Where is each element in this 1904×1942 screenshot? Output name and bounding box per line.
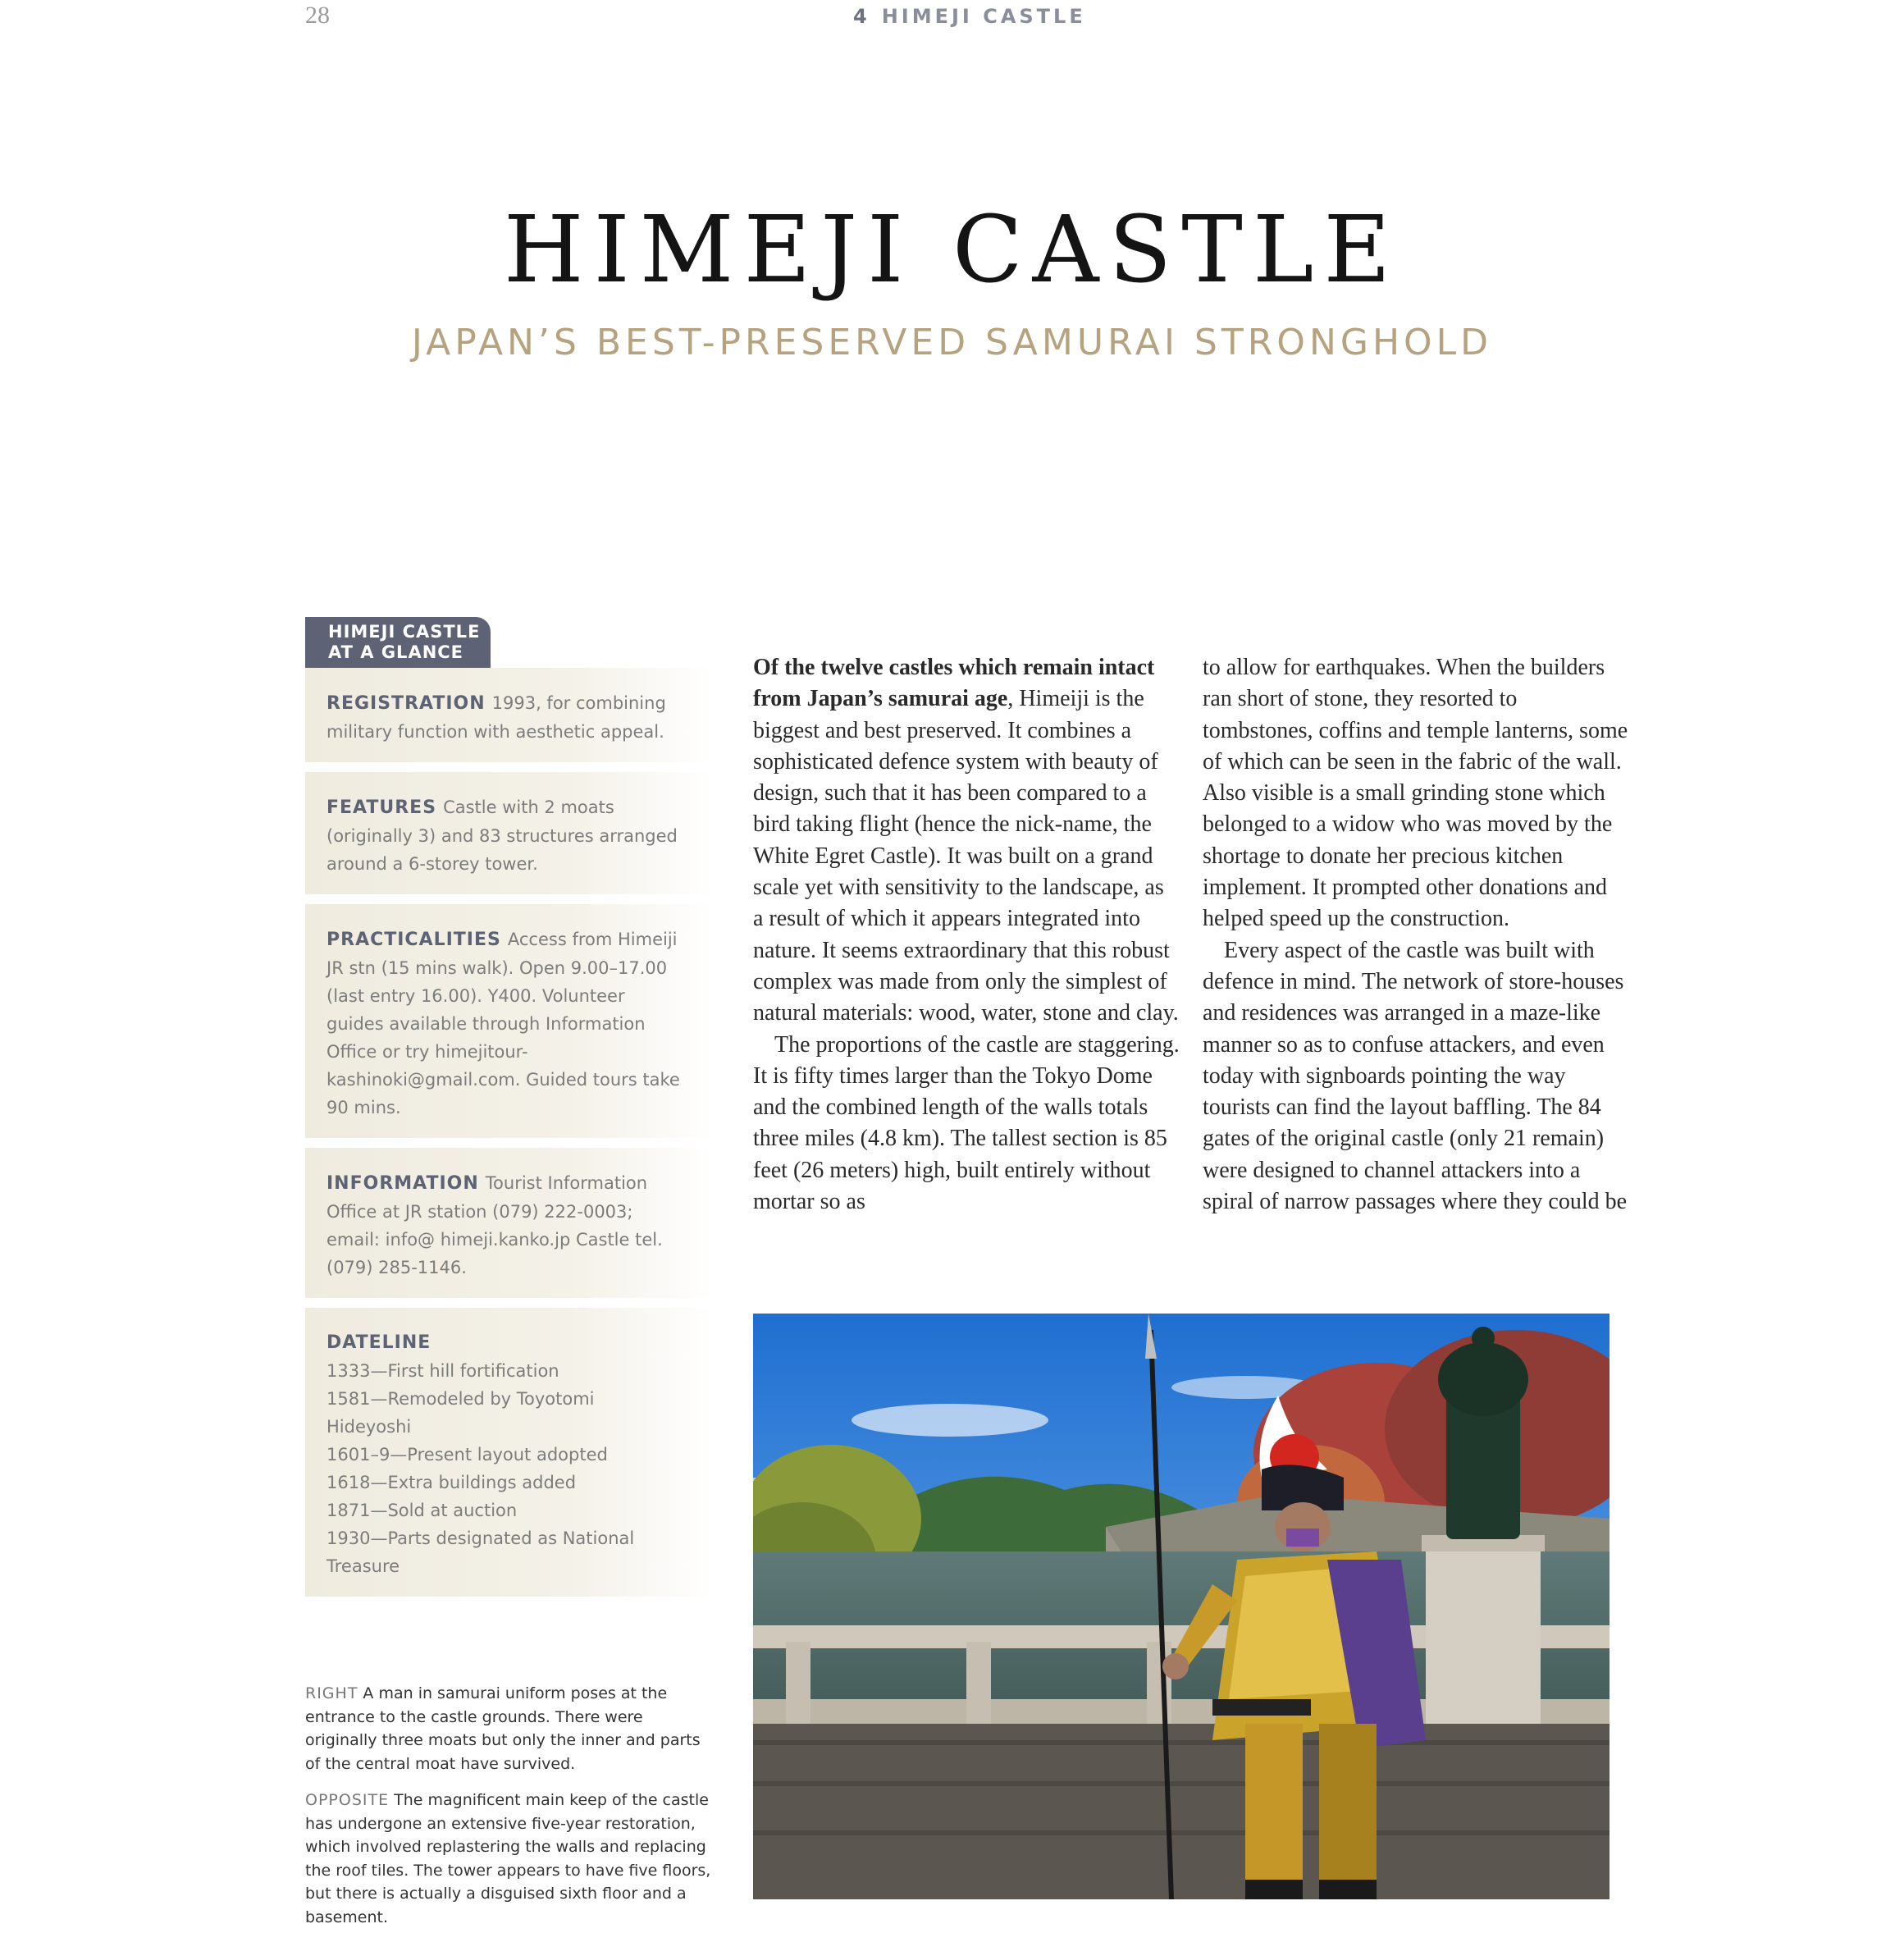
body-column-2 [1203, 652, 1629, 1218]
information-block [305, 1148, 714, 1298]
glance-tab-line1: HIMEJI CASTLE [328, 622, 481, 642]
lead-in: Of the twelve castles which remain intact from Japan’s samurai age [753, 655, 1155, 712]
body-paragraph: The proportions of the castle are staggering. It is fifty times larger than the Tokyo Dome and the combined length of the walls totals three miles (4.8 km). The tallest section is 85 feet (26 meters) high, built entirely without mortar so as [753, 1031, 1180, 1215]
dateline-item: 1930—Parts designated as National Treasure [326, 1528, 635, 1576]
captions [305, 1682, 715, 1942]
caption-text: A man in samurai uniform poses at the entrance to the castle grounds. There were originally three moats but only the inner and parts of the central moat have survived. [305, 1684, 701, 1773]
glance-tab [305, 617, 491, 668]
registration-block [305, 668, 714, 762]
paragraph-text: , Himeiji is the biggest and best preserved. It combines a sophisticated defence system with beauty of design, such that it has been compared to a bird taking flight (hence the nick-name, the White Egret Castle). It was built on a grand scale yet with sensitivity to the landscape, as a result of which it appears integrated into nature. It seems extraordinary that this robust complex was made from only the simplest of natural materials: wood, water, stone and clay. [753, 686, 1179, 1026]
body-paragraph: Every aspect of the castle was built with defence in mind. The network of store-houses and residences was arranged in a maze-like manner so as to confuse attackers, and even today with signboards pointing the way tourists can find the layout baffling. The 84 gates of the original castle (only 21 remain) were designed to channel attackers into a spiral of narrow passages where they could be [1203, 937, 1628, 1215]
features-block [305, 772, 714, 894]
dateline-item: 1871—Sold at auction [326, 1501, 518, 1520]
information-label: INFORMATION [326, 1173, 479, 1194]
caption-text: The magnificent main keep of the castle has undergone an extensive five-year restoration, which involved replastering the walls and replacing the roof tiles. The tower appears to have five floors, but there is actually a disguised sixth floor and a basement. [305, 1791, 711, 1926]
body-column-1 [753, 652, 1180, 1218]
practicalities-block [305, 904, 714, 1138]
dateline-label: DATELINE [326, 1332, 431, 1353]
page-number: 28 [305, 2, 330, 29]
dateline-item: 1581—Remodeled by Toyotomi Hideyoshi [326, 1389, 595, 1437]
page-subtitle: JAPAN’S BEST-PRESERVED SAMURAI STRONGHOLD [411, 322, 1493, 363]
glance-panel [305, 668, 714, 1606]
caption-right [305, 1682, 715, 1775]
dateline-item: 1333—First hill fortification [326, 1361, 559, 1381]
body-paragraph: to allow for earthquakes. When the builders ran short of stone, they resorted to tombstones, coffins and temple lanterns, some of which can be seen in the fabric of the wall. Also visible is a small grinding stone which belonged to a widow who was moved by the shortage to donate her precious kitchen implement. It prompted other donations and helped speed up the construction. [1203, 655, 1628, 932]
caption-tag: OPPOSITE [305, 1791, 390, 1809]
caption-opposite [305, 1789, 715, 1929]
chapter-title: HIMEJI CASTLE [881, 5, 1086, 28]
glance-tab-line2: AT A GLANCE [328, 642, 464, 662]
features-text: Castle with 2 moats (originally 3) and 83 structures arranged around a 6-storey tower. [326, 797, 678, 874]
photo-illustration [753, 1314, 1609, 1899]
dateline-item: 1601–9—Present layout adopted [326, 1445, 608, 1464]
dateline-block [305, 1308, 714, 1597]
chapter-number: 4 [853, 5, 870, 28]
information-text: Tourist Information Office at JR station (079) 222-0003; email: info@ himeji.kanko.jp Castle tel. (079) 285-1146. [326, 1173, 663, 1277]
body-paragraph [753, 652, 1180, 1030]
page-title: HIMEJI CASTLE [503, 197, 1401, 304]
registration-label: REGISTRATION [326, 693, 486, 714]
caption-tag: RIGHT [305, 1684, 358, 1702]
practicalities-label: PRACTICALITIES [326, 930, 501, 950]
features-label: FEATURES [326, 797, 437, 818]
running-head [853, 5, 1086, 28]
samurai-photo [753, 1314, 1609, 1899]
practicalities-text: Access from Himeiji JR stn (15 mins walk). Open 9.00–17.00 (last entry 16.00). Y400. Volunteer guides available through Information Office or try himejitour-kashinoki@gmail.com. Guided tours take 90 mins. [326, 930, 680, 1117]
registration-text: 1993, for combining military function with aesthetic appeal. [326, 693, 666, 742]
dateline-item: 1618—Extra buildings added [326, 1473, 577, 1492]
